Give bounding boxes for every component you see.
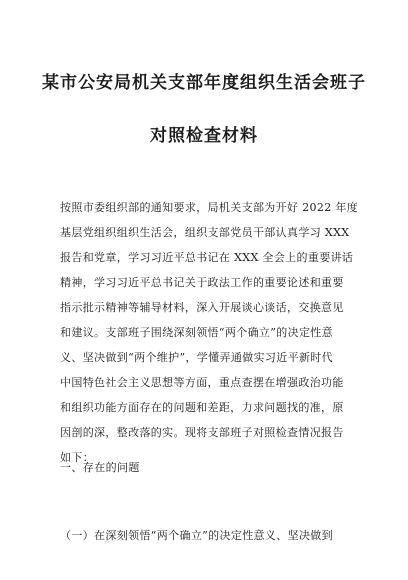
- subsection-heading-1: （一）在深刻领悟“两个确立”的决定性意义、坚决做到: [60, 529, 333, 542]
- intro-paragraph-line: 中国特色社会主义思想等方面，重点查摆在增强政治功能: [60, 376, 344, 389]
- intro-paragraph-line: 和建议。支部班子围绕深刻领悟“两个确立”的决定性意: [60, 326, 333, 339]
- intro-paragraph-line: 基层党组织组织生活会，组织支部党员干部认真学习 XXX: [60, 226, 350, 239]
- section-heading-problems: 一、存在的问题: [60, 461, 140, 474]
- intro-paragraph-line: 精神，学习习近平总书记关于政法工作的重要论述和重要: [60, 276, 344, 289]
- intro-paragraph-line: 因剖的深，整改落的实。现将支部班子对照检查情况报告: [60, 426, 344, 439]
- intro-paragraph-line: 义、坚决做到“两个维护”，学懂弄通做实习近平新时代: [60, 351, 333, 364]
- intro-paragraph-line: 按照市委组织部的通知要求，局机关支部为开好 2022 年度: [60, 201, 359, 214]
- intro-paragraph: [60, 195, 360, 470]
- intro-paragraph-line: 和组织功能方面存在的问题和差距，力求问题找的准，原: [60, 401, 344, 414]
- intro-paragraph-line: 报告和党章，学习习近平总书记在 XXX 全会上的重要讲话: [60, 251, 354, 264]
- intro-paragraph-line: 如下：: [60, 451, 95, 464]
- document-title-line-1: 某市公安局机关支部年度组织生活会班子: [42, 73, 366, 93]
- document-title-line-2: 对照检查材料: [150, 126, 258, 146]
- intro-paragraph-line: 指示批示精神等辅导材料，深入开展谈心谈话，交换意见: [60, 301, 344, 314]
